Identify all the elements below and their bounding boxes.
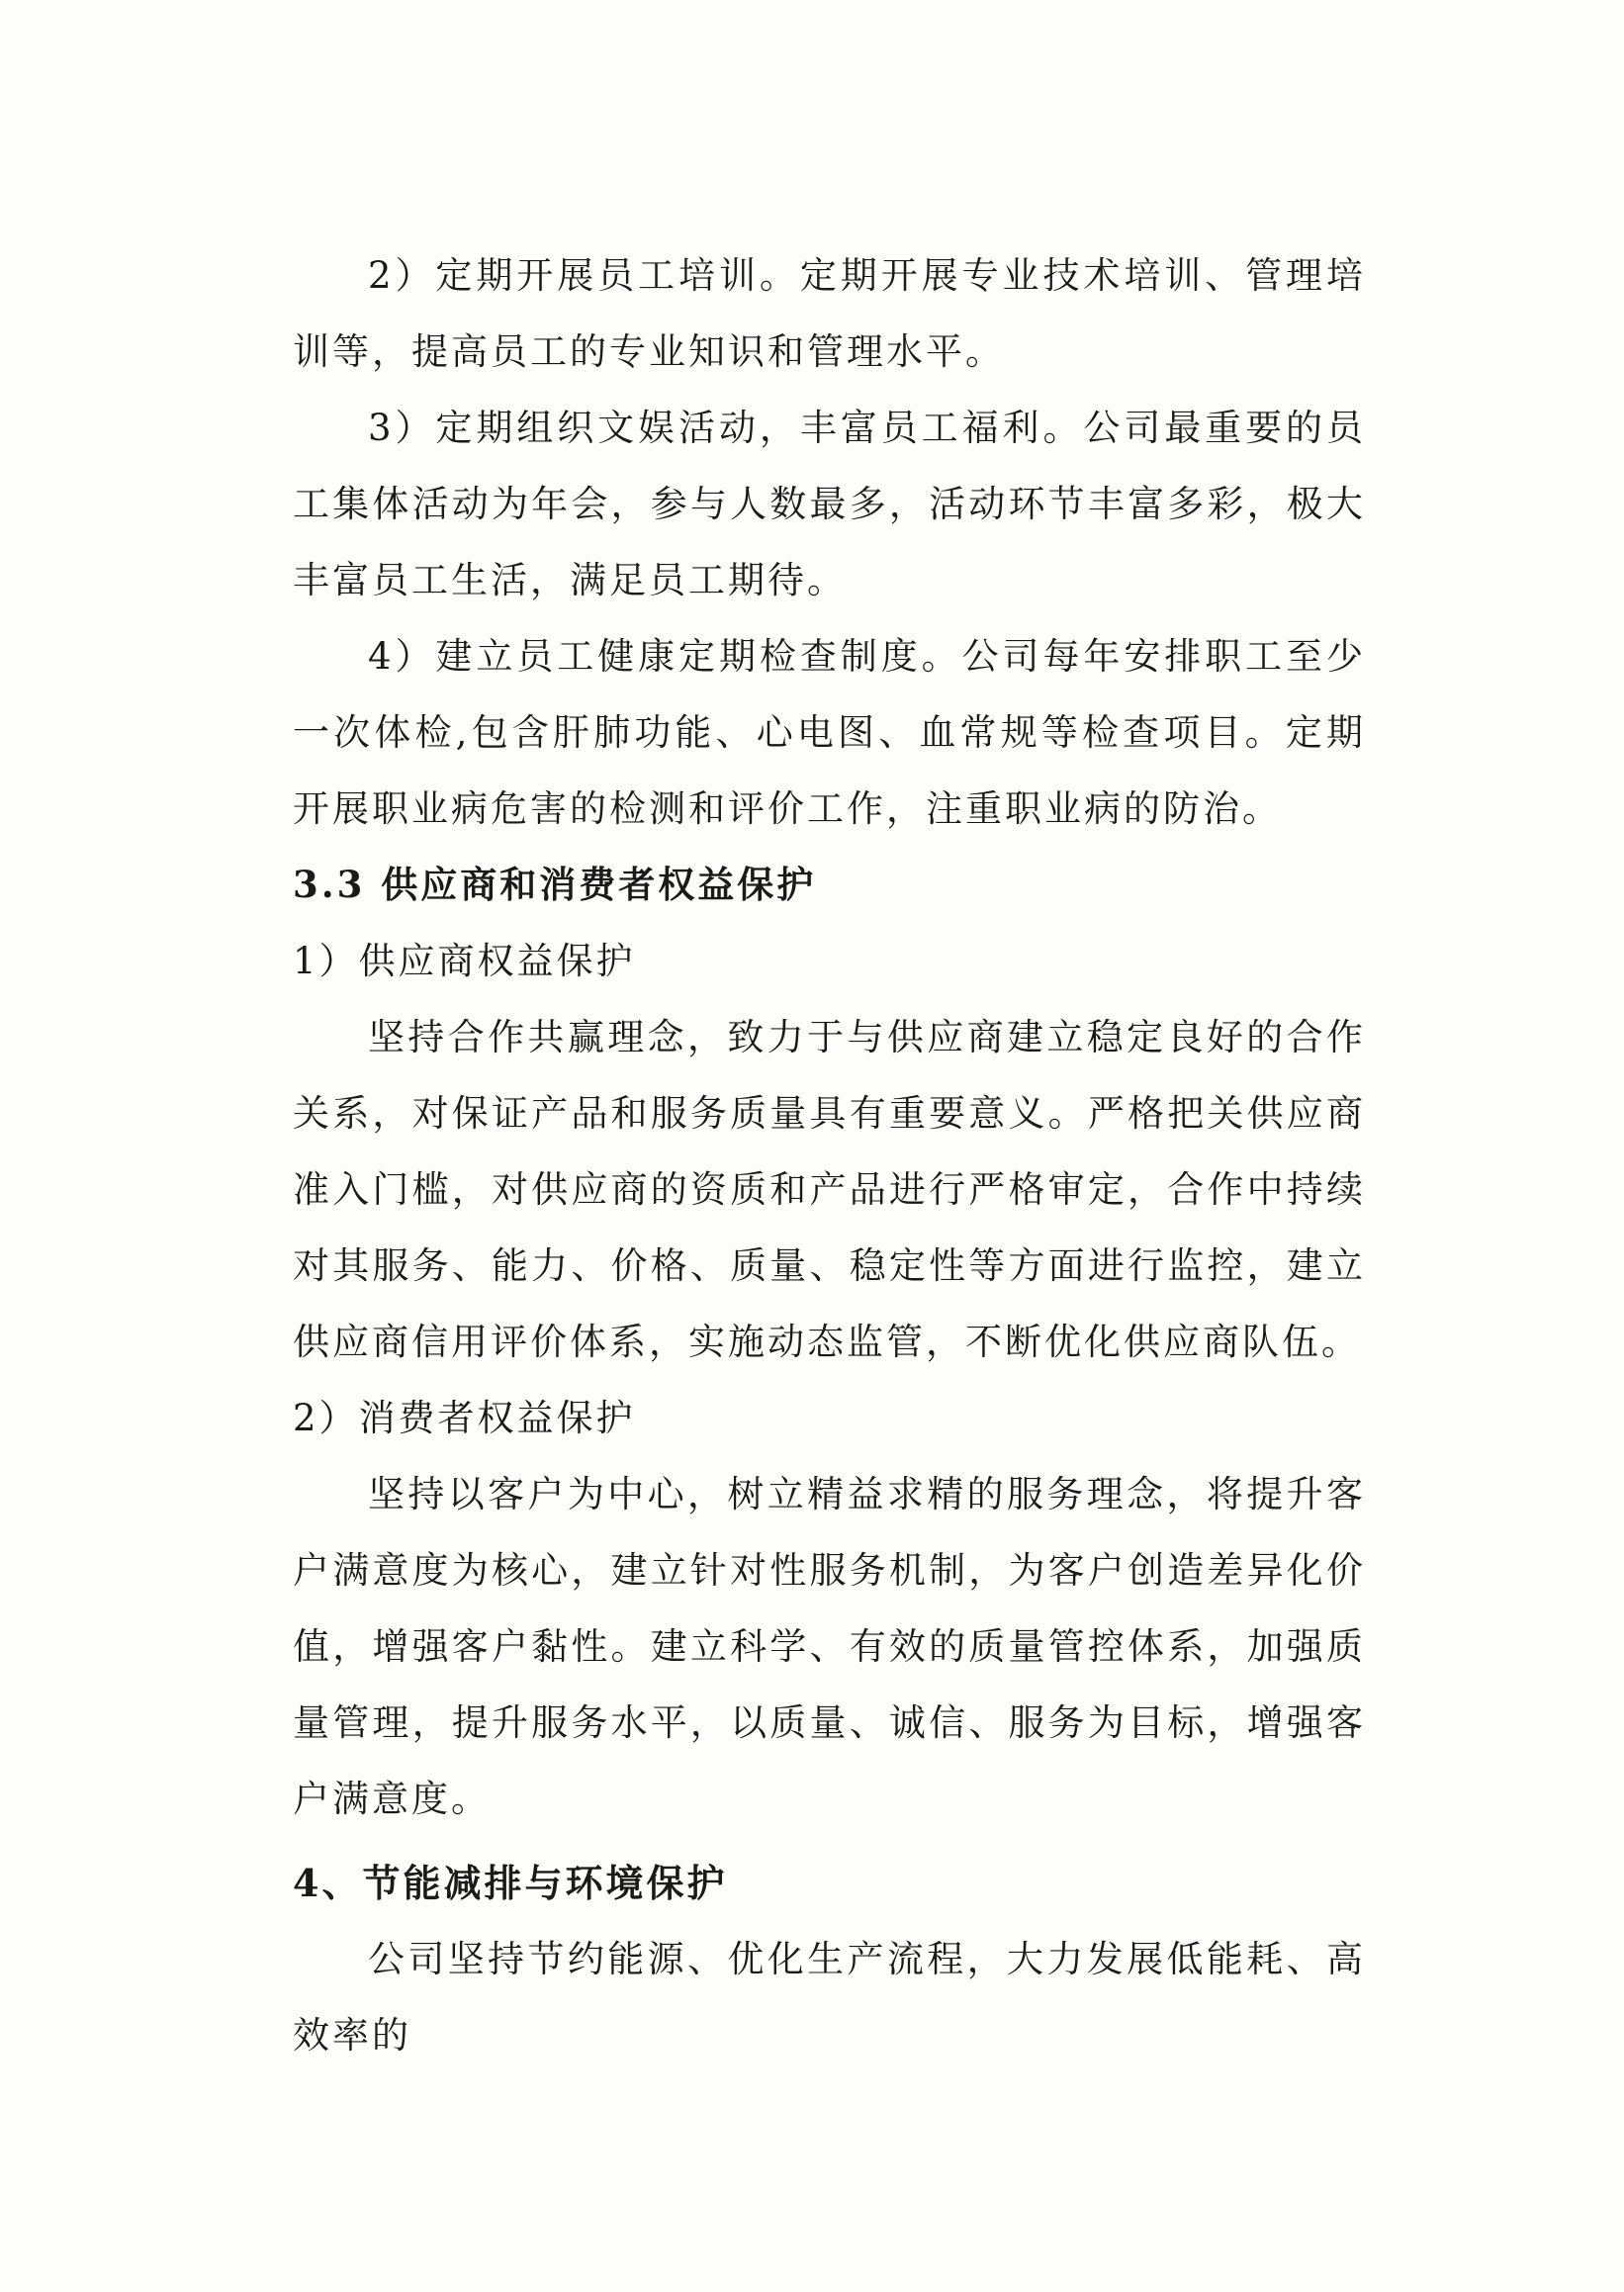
paragraph-recreation-activities: 3）定期组织文娱活动，丰富员工福利。公司最重要的员工集体活动为年会，参与人数最多，活动环节丰富多彩，极大丰富员工生活，满足员工期待。 bbox=[293, 407, 1366, 601]
paragraph-consumer-rights: 坚持以客户为中心，树立精益求精的服务理念，将提升客户满意度为核心，建立针对性服务机制，为客户创造差异化价值，增强客户黏性。建立科学、有效的质量管控体系，加强质量管理，提升服务水平，以质量、诚信、服务为目标，增强客户满意度。 bbox=[293, 1473, 1366, 1820]
paragraph-energy-saving: 公司坚持节约能源、优化生产流程，大力发展低能耗、高效率的 bbox=[293, 1938, 1366, 2057]
paragraph-employee-training: 2）定期开展员工培训。定期开展专业技术培训、管理培训等，提高员工的专业知识和管理水平。 bbox=[293, 254, 1366, 373]
section-heading-4: 4、节能减排与环境保护 bbox=[293, 1861, 728, 1905]
document-body bbox=[293, 237, 1366, 2073]
subheading-supplier-rights: 1）供应商权益保护 bbox=[293, 940, 636, 982]
paragraph-health-checkup: 4）建立员工健康定期检查制度。公司每年安排职工至少一次体检,包含肝肺功能、心电图、血常规等检查项目。定期开展职业病危害的检测和评价工作，注重职业病的防治。 bbox=[293, 635, 1366, 830]
paragraph-supplier-rights: 坚持合作共赢理念，致力于与供应商建立稳定良好的合作关系，对保证产品和服务质量具有重要意义。严格把关供应商准入门槛，对供应商的资质和产品进行严格审定，合作中持续对其服务、能力、价格、质量、稳定性等方面进行监控，建立供应商信用评价体系，实施动态监管，不断优化供应商队伍。 bbox=[293, 1016, 1366, 1363]
subheading-consumer-rights: 2）消费者权益保护 bbox=[293, 1397, 636, 1439]
section-heading-3-3: 3.3 供应商和消费者权益保护 bbox=[293, 863, 817, 906]
